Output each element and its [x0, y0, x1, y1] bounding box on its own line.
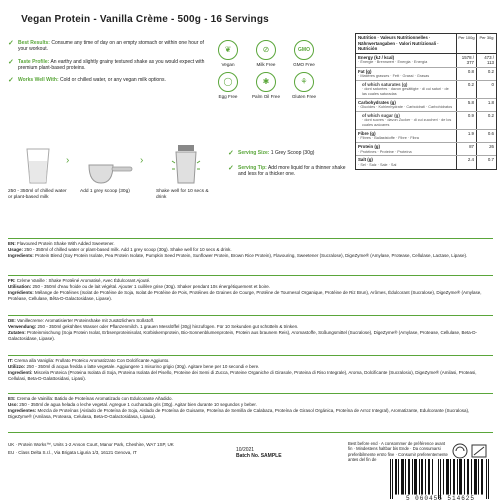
row-value-30g: 0.6 [476, 130, 496, 142]
nutrition-col-per100: Per 100g [456, 34, 476, 53]
nutrition-row-energy [356, 54, 496, 68]
lang-key: Ingredients: [8, 253, 34, 259]
row-translations: · Glucides · Kohlenhydrate · Carboidrati · Carbohidratos [358, 105, 453, 110]
arrow-icon: › [66, 155, 70, 166]
row-value-30g: 0.2 [476, 112, 496, 129]
nutrition-row-fibre [356, 130, 496, 143]
palm-free-icon: ✱ [256, 72, 276, 92]
row-label: Protein (g) [358, 144, 380, 150]
check-icon: ✓ [8, 40, 14, 47]
nutrition-col-per30: Per 30g [476, 34, 496, 53]
lang-text: Mezcla de Proteínas (Aislado de Proteína de Soja, Aislado de Proteína de Guisante, Proteína de Semilla de Calabaza, Proteína de Girasol Orgánica, Proteína de Arroz Integral), Aromatizante, Edulcorante (Sucralosa), DigeZyme® (Amilasa, Proteasa, Celulasa, Beta-D-Galactosidasa, Lipasa). [8, 408, 470, 420]
lang-desc: Vanillecreme: Aromatisierter Proteinshake mit zusätzlichem Süßstoff. [17, 318, 155, 323]
row-value-30g: 1.8 [476, 99, 496, 111]
row-translations: · Protéines · Proteine · Proteína [358, 149, 412, 154]
step-text: Add 1 grey scoop (30g) [80, 189, 130, 194]
badge-milk-free [250, 40, 282, 68]
serving-text: 1 Grey Scoop (30g) [270, 150, 315, 156]
scoop-icon [80, 143, 140, 185]
shaker-icon [156, 143, 216, 185]
lang-code: EN: [8, 241, 16, 246]
row-translations: · Sel · Salz · Sale · Sal [358, 162, 397, 167]
serving-label: Serving Tip: [238, 165, 267, 171]
step-liquid [8, 143, 68, 201]
row-label: of which sugar (g) [362, 112, 400, 118]
row-translations: · dont sucres · davon Zucker · di cui zuccheri · de los cuales azúcares [362, 118, 452, 128]
gluten-free-icon: ⚘ [294, 72, 314, 92]
diet-badges [212, 40, 322, 99]
barcode [388, 459, 493, 499]
row-label: Fibre (g) [358, 130, 376, 136]
info-taste-profile [8, 59, 208, 72]
info-text: An earthy and slightly grainy textured shake as you would expect with premium plant-based proteins. [18, 58, 205, 71]
glass-icon [8, 143, 68, 185]
usage-steps [8, 143, 218, 233]
row-translations: · Fibres · Ballaststoffe · Fibre · Fibra [358, 136, 419, 141]
nutrition-row-saturates [356, 81, 496, 99]
lang-text: 250 - 350ml di acqua fredda o latte vegetale. Aggiungere 1 misurino grigio (30g). Agitare bene per 10 secondi e bere. [26, 364, 260, 370]
lang-key: Ingredientes: [8, 408, 37, 414]
row-label: of which saturates (g) [362, 81, 408, 87]
nutrition-row-salt [356, 156, 496, 168]
info-label: Works Well With: [18, 77, 59, 83]
leaf-icon: ❦ [218, 40, 238, 60]
lang-code: IT: [8, 358, 13, 363]
lang-key: Ingredienti: [8, 370, 33, 376]
check-icon: ✓ [228, 150, 234, 157]
info-text: Cold or chilled water, or any vegan milk options. [60, 77, 166, 83]
row-label: Salt (g) [358, 157, 373, 163]
lang-text: 250 - 350ml d'eau froide ou de lait végétal. Ajouter 1 cuillère grise (30g). Shaker pendant 10s énergétiquement et boire. [32, 284, 271, 290]
badge-egg-free [212, 72, 244, 100]
lang-key: Utilisation: [8, 284, 32, 290]
nutrition-row-sugar [356, 112, 496, 130]
step-text: 250 - 350ml of chilled water or plant-based milk [8, 189, 67, 200]
batch-number: Batch No. SAMPLE [236, 453, 282, 460]
nutrition-row-fat [356, 68, 496, 81]
row-value-100g: 1578 / 377 [456, 54, 476, 67]
badge-label: Gluten Free [291, 93, 317, 99]
serving-block [228, 150, 348, 186]
milk-free-icon: ⊘ [256, 40, 276, 60]
row-value-100g: 0.8 [456, 68, 476, 80]
recycle-icon [450, 441, 490, 461]
row-value-100g: 87 [456, 143, 476, 155]
info-text: Consume any time of day on an empty stomach or within one hour of your workout. [18, 40, 204, 53]
batch-info [236, 447, 282, 460]
badge-label: Milk Free [256, 62, 276, 67]
lang-desc: Flavoured Protein Shake With Added Sweetener. [17, 241, 115, 246]
footer [8, 432, 493, 500]
lang-key: Zutaten: [8, 330, 26, 336]
lang-key: Uso: [8, 402, 18, 408]
barcode-number: 5 060455 514625 [405, 495, 475, 500]
row-label: Energy (kJ / kcal) [358, 54, 395, 60]
nutrition-title: Nutrition · Valeurs Nutritionnelles · Nährwertangaben · Valori Nutrizionali · Nutrición [358, 35, 439, 51]
lang-text: Miscela Proteica (Proteina Isolata di Soja, Proteina Isolata del Pisello, Proteine dei Semi di Zucca, Proteine Organiche di Girasole, Proteina di Riso Integrale), Aroma, Dolcificante (Sucralosio), DigeZyme® (Amilasi, Proteasi, Cellulasi, Beta-D-Galattosidasi, Lipasi). [8, 370, 477, 382]
lang-block-es [8, 393, 493, 420]
serving-tip [228, 165, 348, 178]
row-translations: · Matières grasses · Fett · Grassi · Grasas [358, 74, 430, 78]
lang-code: ES: [8, 396, 16, 401]
badge-gmo-free [288, 40, 320, 68]
badge-label: GMO Free [293, 62, 315, 67]
badge-palm-oil-free [250, 72, 282, 100]
best-before-text: Best before end · A consommer de préférence avant fin · Mindestens haltbar bis Ende · Da consumarsi preferibilmente entro fine · Consumir preferentemente antes del fin de [348, 441, 448, 463]
info-works-well-with [8, 77, 208, 84]
lang-key: Utilizzo: [8, 364, 26, 370]
nutrition-header [356, 34, 496, 54]
lang-block-de [8, 315, 493, 342]
row-value-100g: 0.9 [456, 112, 476, 129]
lang-code: FR: [8, 278, 16, 283]
row-value-100g: 1.9 [456, 130, 476, 142]
row-value-30g: 0 [476, 81, 496, 98]
lang-block-it [8, 355, 493, 382]
check-icon: ✓ [8, 77, 14, 84]
serving-size [228, 150, 348, 157]
row-value-100g: 5.8 [456, 99, 476, 111]
info-best-results [8, 40, 208, 53]
lang-key: Verwendung: [8, 324, 37, 330]
lang-text: Protein Blend (Soy Protein Isolate, Pea Protein Isolate, Pumpkin Seed Protein, Sunflower Protein, Brown Rice Protein), Flavouring, Sweetener (Sucralose), DigeZyme® (Amylase, Protease, Cellulase, Lactase, Lipase). [35, 253, 468, 259]
badge-label: Vegan [221, 62, 235, 67]
row-translations: · Énergie · Brennwert · Energia · Energía [358, 60, 428, 64]
address-eu: EU · Class Delta S.r.l., Via Brigata Liguria 1/3, 16121 Genova, IT [8, 450, 137, 456]
row-label: Fat (g) [358, 68, 372, 74]
serving-label: Serving Size: [238, 150, 270, 156]
addresses [8, 441, 228, 457]
row-value-100g: 2.4 [456, 156, 476, 168]
address-uk: UK · Protein Works™, Units 1-2 Anson Court, Manor Park, Cheshire, WA7 1SP, UK [8, 442, 174, 447]
lang-text: 250 - 350ml gekühltes Wasser oder Pflanzenmilch. 1 grauen Messlöffel (30g) hinzufügen. Für 10 Sekunden gut schütteln & trinken. [37, 324, 299, 330]
lang-code: DE: [8, 318, 16, 323]
row-value-100g: 0.2 [456, 81, 476, 98]
serving-text: Add more liquid for a thinner shake and less for a thicker one. [238, 165, 346, 178]
lang-desc: Crème Vanille : Shake Protéiné Aromatisé, Avec Édulcorant Ajouté. [16, 278, 151, 283]
row-translations: · dont saturées · davon gesättigte · di cui saturi · de las cuales saturadas [362, 87, 449, 96]
badge-label: Palm Oil Free [251, 93, 281, 99]
check-icon: ✓ [8, 58, 14, 66]
step-text: Shake well for 10 secs & drink [156, 189, 209, 200]
badge-label: Egg Free [218, 93, 238, 99]
nutrition-row-protein [356, 143, 496, 156]
arrow-icon: › [140, 155, 144, 166]
row-label: Carbohydrates (g) [358, 99, 396, 105]
info-block [8, 40, 208, 90]
row-value-30g: 0.7 [476, 156, 496, 168]
gmo-free-icon: GMO [294, 40, 314, 60]
nutrition-row-carbohydrates [356, 99, 496, 112]
row-value-30g: 0.2 [476, 68, 496, 80]
egg-free-icon: ◯ [218, 72, 238, 92]
info-label: Taste Profile: [18, 58, 50, 65]
lang-desc: Crema de Vainilla: Batido de Proteínas Aromatizado con Edulcorante Añadido. [16, 396, 173, 401]
lang-block-en [8, 238, 493, 259]
lang-text: 250 - 350ml de agua helada o leche vegetal. Agregue 1 cucharada gris (30g). Agitar bien durante 10 segundos y beber. [19, 402, 257, 408]
lang-text: Proteinmischung (Soja Protein Isolat, Erbsenproteinisolat, Kürbiskernprotein, Bio-Sonnenblumenprotein, Protein aus braunem Reis), Aromastoffe, Süßungsmittel (Sucralose), DigeZyme® (Amylase, Protease, Cellulase, Beta-D-Galactosidase, Lipase). [8, 330, 477, 342]
lang-block-fr [8, 275, 493, 302]
batch-date: 10/2021 [236, 447, 255, 453]
badge-vegan [212, 40, 244, 68]
lang-key: Usage: [8, 247, 24, 253]
lang-text: Mélange de Protéines (Isolat de Protéine de Soja, Isolat de Protéine de Pois, Protéines de Graines de Courge, Protéine de Tournesol Organique, Protéine de Riz Brun), Arômes, Édulcorant (Sucralose), DigeZyme® (Amylase, Protéase, Cellulase, Bêta-D-Galactosidase, Lipase). [8, 290, 482, 302]
row-value-30g: 26 [476, 143, 496, 155]
check-icon: ✓ [228, 165, 234, 172]
info-label: Best Results: [18, 40, 50, 46]
lang-key: Ingrédients: [8, 290, 34, 296]
lang-desc: Crema alla Vaniglia: Frullato Proteico Aromatizzato Con Dolcificante Aggiunto. [14, 358, 170, 363]
row-value-30g: 473 / 113 [476, 54, 496, 67]
step-scoop [80, 143, 140, 195]
lang-text: 250 - 350ml of chilled water or plant-based milk. Add 1 grey scoop (30g). Shake well for 10 secs & drink. [24, 247, 232, 253]
step-shake [156, 143, 216, 201]
badge-gluten-free [288, 72, 320, 100]
nutrition-table [355, 33, 497, 170]
page-title: Vegan Protein - Vanilla Crème - 500g - 16 Servings [21, 14, 269, 25]
